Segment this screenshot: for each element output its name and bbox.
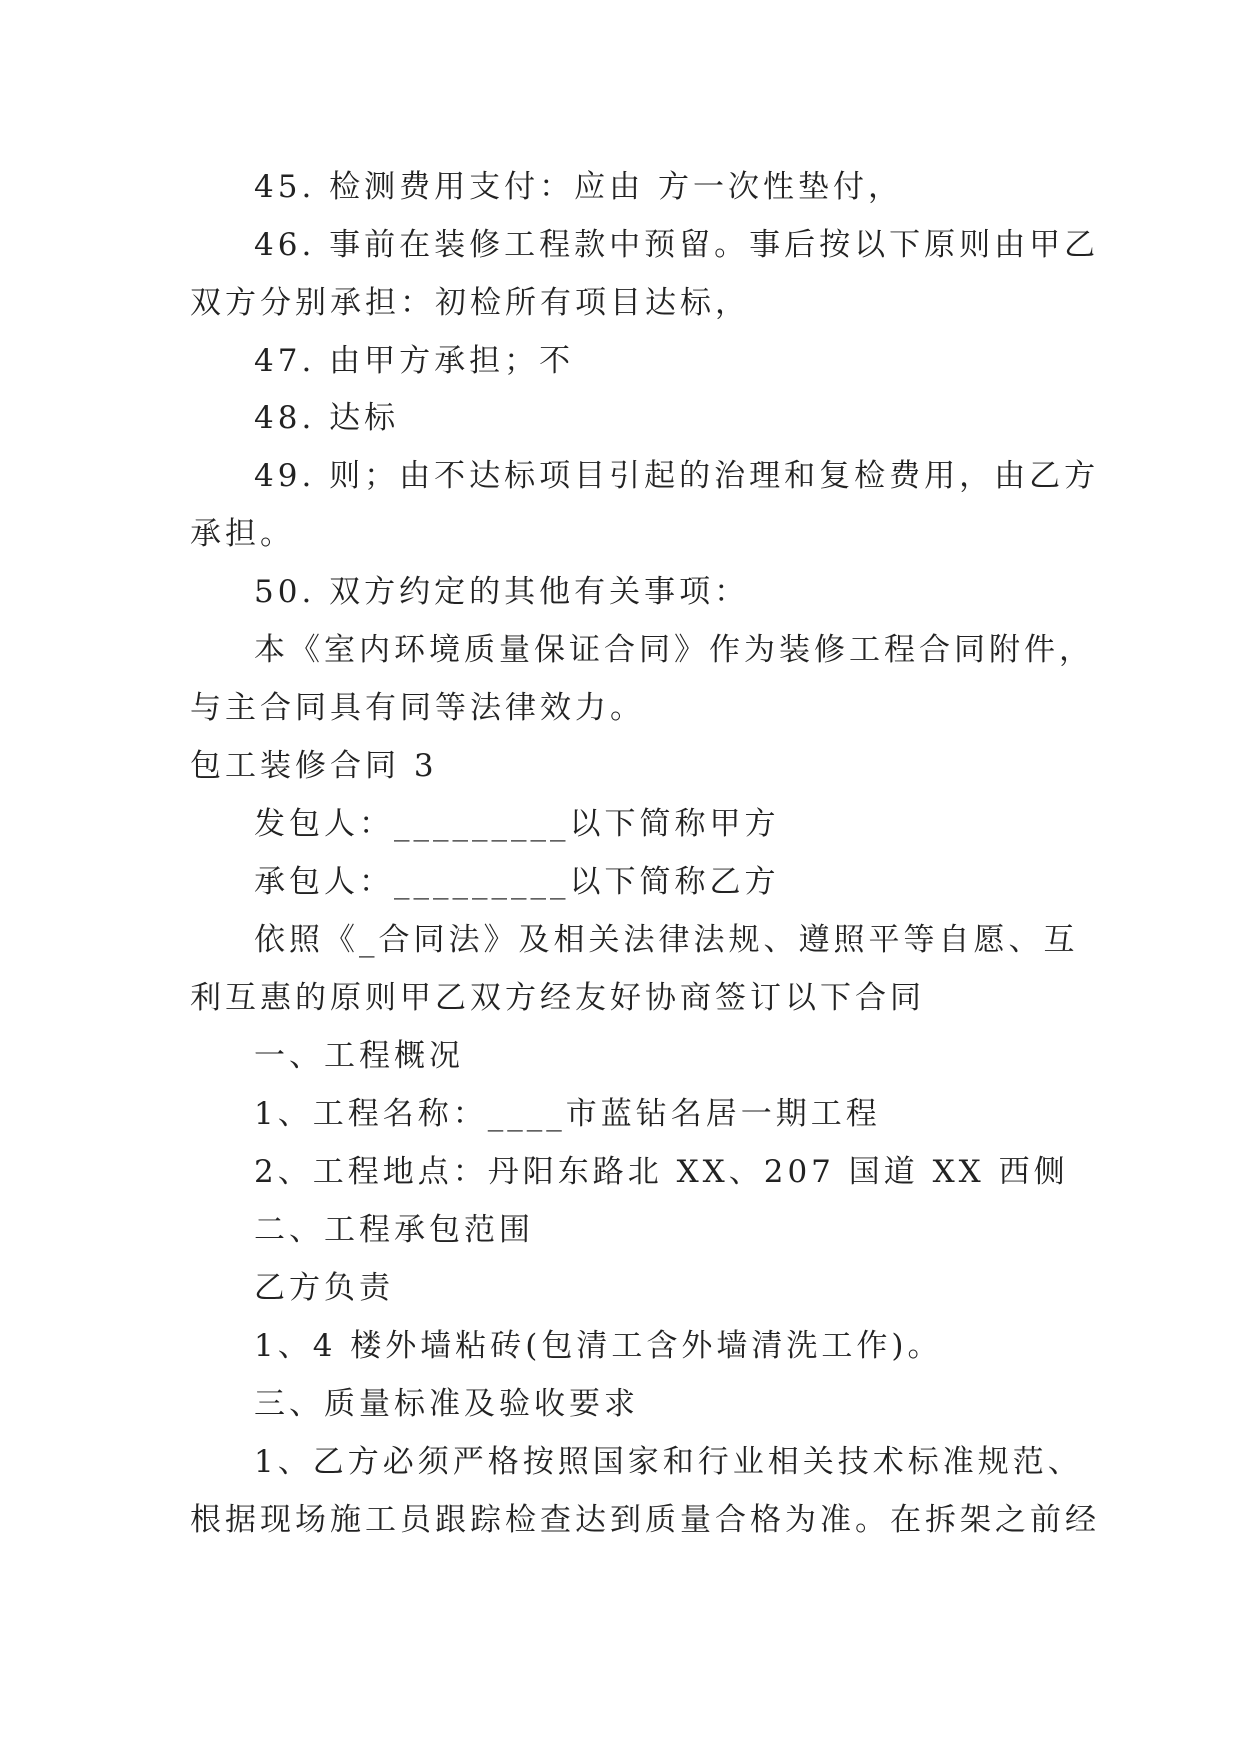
clause-49-continuation: 承担。: [190, 516, 295, 552]
paragraph-attachment-continuation: 与主合同具有同等法律效力。: [190, 690, 645, 726]
heading-quality: 三、质量标准及验收要求: [254, 1386, 639, 1422]
clause-47: 47. 由甲方承担；不: [254, 343, 575, 379]
section-heading: 包工装修合同 3: [190, 748, 438, 784]
project-location: 2、工程地点：丹阳东路北 XX、207 国道 XX 西侧: [254, 1154, 1069, 1190]
scope-responsible: 乙方负责: [254, 1270, 394, 1306]
scope-item-1: 1、4 楼外墙粘砖(包清工含外墙清洗工作)。: [254, 1328, 943, 1364]
clause-46: 46. 事前在装修工程款中预留。事后按以下原则由甲乙: [254, 227, 1100, 263]
party-a-line: 发包人：_________以下简称甲方: [254, 806, 780, 842]
party-b-line: 承包人：_________以下简称乙方: [254, 864, 780, 900]
quality-item-1-continuation: 根据现场施工员跟踪检查达到质量合格为准。在拆架之前经: [190, 1502, 1100, 1538]
paragraph-attachment: 本《室内环境质量保证合同》作为装修工程合同附件，: [254, 632, 1094, 668]
preamble-continuation: 利互惠的原则甲乙双方经友好协商签订以下合同: [190, 980, 925, 1016]
clause-50: 50. 双方约定的其他有关事项：: [254, 574, 750, 610]
heading-scope: 二、工程承包范围: [254, 1212, 534, 1248]
clause-49: 49. 则；由不达标项目引起的治理和复检费用，由乙方: [254, 458, 1100, 494]
project-name: 1、工程名称：____市蓝钻名居一期工程: [254, 1096, 881, 1132]
heading-project-overview: 一、工程概况: [254, 1038, 464, 1074]
clause-46-continuation: 双方分别承担：初检所有项目达标，: [190, 285, 750, 321]
quality-item-1: 1、乙方必须严格按照国家和行业相关技术标准规范、: [254, 1444, 1083, 1480]
clause-48: 48. 达标: [254, 400, 400, 436]
preamble: 依照《_合同法》及相关法律法规、遵照平等自愿、互: [254, 922, 1079, 958]
clause-45: 45. 检测费用支付：应由 方一次性垫付，: [254, 169, 904, 205]
